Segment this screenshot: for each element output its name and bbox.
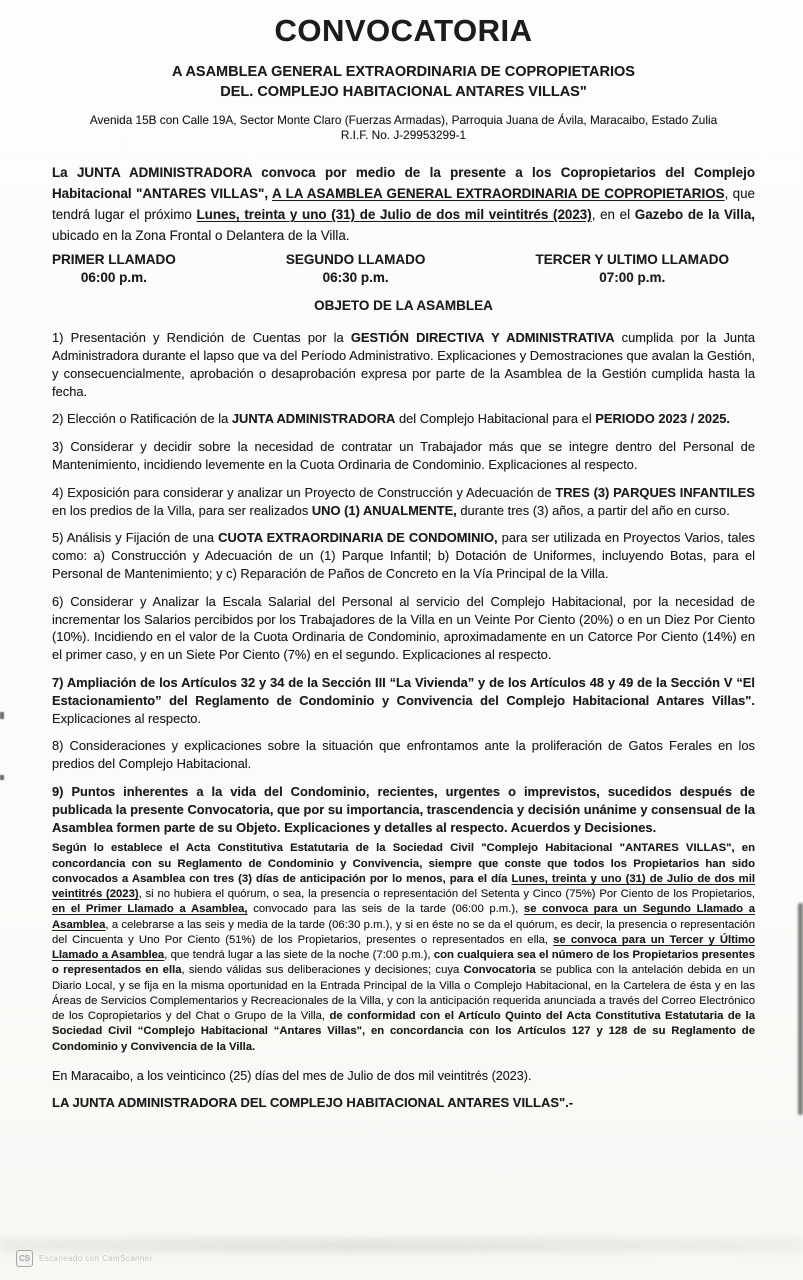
text-segment: CUOTA EXTRAORDINARIA DE CONDOMINIO,	[218, 530, 498, 546]
text-segment: , a celebrarse a las seis y media de la tarde (06:30 p.m.), y si en éste no se da el quórum, es decir, la presencia o representación del Cincuenta y Uno Por Ciento (51%) de los Propietarios, presentes o representados en ella,	[52, 918, 755, 946]
segundo-llamado-label: SEGUNDO LLAMADO	[285, 251, 426, 267]
subtitle-line-1: A ASAMBLEA GENERAL EXTRAORDINARIA DE COPROPIETARIOS	[172, 64, 635, 81]
text-segment: PERIODO 2023 / 2025.	[595, 411, 731, 427]
scan-artifact-left-mark	[0, 712, 4, 719]
legal-paragraph	[52, 841, 755, 1055]
text-segment: TRES (3) PARQUES INFANTILES	[555, 484, 755, 500]
text-segment: JUNTA ADMINISTRADORA	[231, 411, 396, 427]
text-segment: Lunes, treinta y uno (31) de Julio de dos mil veintitrés (2023)	[52, 872, 755, 901]
date-line: En Maracaibo, a los veinticinco (25) días del mes de Julio de dos mil veintitrés (2023).	[52, 1068, 532, 1083]
text-segment: 6) Considerar y Analizar la Escala Salarial del Personal al servicio del Complejo Habitacional, por la necesidad de incrementar los Salarios percibidos por los Trabajadores de la Villa en un Veinte Por Ciento (20%) o en un Diez Por Ciento (10%). Incidiendo en el valor de la Cuota Ordinaria de Condominio, aproximadamente en un Catorce Por Ciento (14%) en el primer caso, y en un Siete Por Ciento (7%) en el segundo. Explicaciones al respecto.	[52, 593, 755, 663]
text-segment: en el Primer Llamado a Asamblea,	[52, 903, 248, 916]
document-subtitle	[52, 62, 755, 103]
text-segment: durante tres (3) años, a partir del año en curso.	[456, 502, 730, 518]
text-segment: ubicado en la Zona Frontal o Delantera de la Villa.	[52, 228, 350, 244]
scan-artifact-right-streak	[798, 903, 803, 1115]
text-segment: A LA ASAMBLEA GENERAL EXTRAORDINARIA DE COPROPIETARIOS	[272, 185, 725, 201]
document-title: CONVOCATORIA	[274, 13, 533, 48]
text-segment: Explicaciones al respecto.	[52, 710, 202, 726]
primer-llamado	[52, 251, 176, 289]
camscanner-icon: CS	[16, 1250, 33, 1267]
text-segment: Gazebo de la Villa,	[634, 207, 756, 223]
objeto-item-8	[52, 737, 755, 773]
text-segment: GESTIÓN DIRECTIVA Y ADMINISTRATIVA	[350, 330, 615, 346]
text-segment: convocado para las seis de la tarde (06:00 p.m.),	[247, 903, 524, 916]
tercer-llamado-label: TERCER Y ULTIMO LLAMADO	[535, 251, 729, 267]
text-segment: La JUNTA ADMINISTRADORA convoca por medio de la presente a los Copropietarios del Complejo Habitacional "ANTARES VILLAS",	[52, 164, 755, 201]
objeto-heading: OBJETO DE LA ASAMBLEA	[314, 298, 493, 314]
address-line: Avenida 15B con Calle 19A, Sector Monte Claro (Fuerzas Armadas), Parroquia Juana de Ávila, Maracaibo, Estado Zulia	[89, 112, 718, 127]
text-segment: 2) Elección o Ratificación de la	[52, 411, 232, 427]
text-segment: , si no hubiera el quórum, o sea, la presencia o representación del Setenta y Cinco (75%) Por Ciento de los Propietarios,	[138, 888, 755, 901]
text-segment: 1) Presentación y Rendición de Cuentas por la	[52, 330, 351, 346]
text-segment: 5) Análisis y Fijación de una	[52, 530, 219, 546]
tercer-llamado-time: 07:00 p.m.	[599, 270, 666, 286]
tercer-llamado	[536, 251, 730, 289]
text-segment: del Complejo Habitacional para el	[395, 411, 596, 427]
camscanner-text: Escaneado con CamScanner	[39, 1254, 153, 1263]
text-segment: para ser utilizada en Proyectos Varios, tales como: a) Construcción y Adecuación de un (1) Parque Infantil; b) Dotación de Uniformes, incluyendo Botas, para el Personal de Mantenimiento; y c) Reparación de Paños de Concreto en la Vía Principal de la Villa.	[52, 530, 755, 582]
objeto-item-3	[52, 438, 755, 474]
objeto-item-9	[52, 783, 755, 836]
text-segment: , siendo válidas sus deliberaciones y decisiones; cuya	[181, 964, 464, 977]
llamados-row	[52, 251, 755, 289]
segundo-llamado	[286, 251, 426, 289]
objeto-item-5	[52, 529, 755, 582]
text-segment: se convoca para un Segundo Llamado a Asamblea	[52, 903, 755, 931]
text-segment: , que tendrá lugar a las siete de la noche (7:00 p.m.),	[164, 949, 434, 962]
rif-line: R.I.F. No. J-29953299-1	[340, 128, 467, 143]
text-segment: 3) Considerar y decidir sobre la necesidad de contratar un Trabajador más que se integre dentro del Personal de Mantenimiento, incidiendo levemente en la Cuota Ordinaria de Condominio. Explicaciones al respecto.	[52, 439, 755, 473]
objeto-item-4	[52, 484, 755, 520]
text-segment: 7) Ampliación de los Artículos 32 y 34 de la Sección III “La Vivienda” y de los Artículos 48 y 49 de la Sección V “El Estacionamiento” del Reglamento de Condominio y Convivencia del Complejo Habitacional Antares Villas".	[52, 675, 755, 708]
text-segment: 4) Exposición para considerar y analizar un Proyecto de Construcción y Adecuación de	[52, 484, 556, 500]
camscanner-watermark	[16, 1250, 153, 1267]
segundo-llamado-time: 06:30 p.m.	[322, 270, 389, 286]
text-segment: Convocatoria	[463, 964, 536, 977]
text-segment: en los predios de la Villa, para ser realizados	[52, 502, 312, 518]
intro-paragraph	[52, 162, 755, 247]
text-segment: se publica con la antelación debida en un Diario Local, y se fija en la misma oportunidad en la Entrada Principal de la Villa o Complejo Habitacional, en la Cartelera de ésta y en las Áreas de Servicios Complementarios y Recreacionales de la Villa, y con la anticipación requerida anunciada a través del Correo Electrónico de los Copropietarios y del Chat o Grupo de la Villa,	[52, 964, 755, 1023]
text-segment: 9) Puntos inherentes a la vida del Condominio, recientes, urgentes o imprevistos, sucedidos después de publicada la presente Convocatoria, que por su importancia, trascendencia y decisión unánime y consensual de la Asamblea formen parte de su Objeto. Explicaciones y detalles al respecto. Acuerdos y Decisiones.	[52, 784, 755, 835]
primer-llamado-label: PRIMER LLAMADO	[52, 251, 176, 267]
address-block	[52, 113, 755, 144]
objeto-item-7	[52, 674, 755, 727]
scan-artifact-left-mark	[0, 775, 4, 780]
text-segment: cumplida por la Junta Administradora durante el lapso que va del Período Administrativo. Explicaciones y Demostraciones que avalan la Gestión, y consecuencialmente, aprobación o desaprobación expresa por parte de la Asamblea de la Gestión cumplida hasta la fecha.	[52, 330, 755, 399]
text-segment: de conformidad con el Artículo Quinto del Acta Constitutiva Estatutaria de la Sociedad Civil “Complejo Habitacional “Antares Villas", en concordancia con los Artículos 127 y 128 de su Reglamento de Condominio y Convivencia de la Villa.	[52, 1010, 755, 1053]
text-segment: , que tendrá lugar el próximo	[52, 185, 755, 223]
text-segment: Según lo establece el Acta Constitutiva Estatutaria de la Sociedad Civil "Complejo Habitacional "ANTARES VILLAS", en concordancia con su Reglamento de Condominio y Convivencia, siempre que conste que todos los Propietarios han sido convocados a Asamblea con tres (3) días de anticipación por lo menos, para el día	[52, 842, 755, 885]
text-segment: con cualquiera sea el número de los Propietarios presentes o representados en ella	[52, 949, 755, 977]
signature-line: LA JUNTA ADMINISTRADORA DEL COMPLEJO HABITACIONAL ANTARES VILLAS".-	[52, 1094, 574, 1110]
text-segment: Lunes, treinta y uno (31) de Julio de dos mil veintitrés (2023)	[196, 207, 592, 223]
text-segment: , en el	[591, 207, 635, 223]
objeto-item-2	[52, 410, 755, 428]
subtitle-line-2: DEL. COMPLEJO HABITACIONAL ANTARES VILLAS"	[220, 84, 587, 101]
text-segment: se convoca para un Tercer y Último Llamado a Asamblea	[52, 933, 755, 962]
objeto-item-1	[52, 329, 755, 400]
text-segment: 8) Consideraciones y explicaciones sobre la situación que enfrontamos ante la proliferación de Gatos Ferales en los predios del Complejo Habitacional.	[52, 738, 755, 772]
primer-llamado-time: 06:00 p.m.	[80, 270, 147, 286]
text-segment: UNO (1) ANUALMENTE,	[311, 502, 457, 518]
objeto-item-6	[52, 593, 755, 664]
